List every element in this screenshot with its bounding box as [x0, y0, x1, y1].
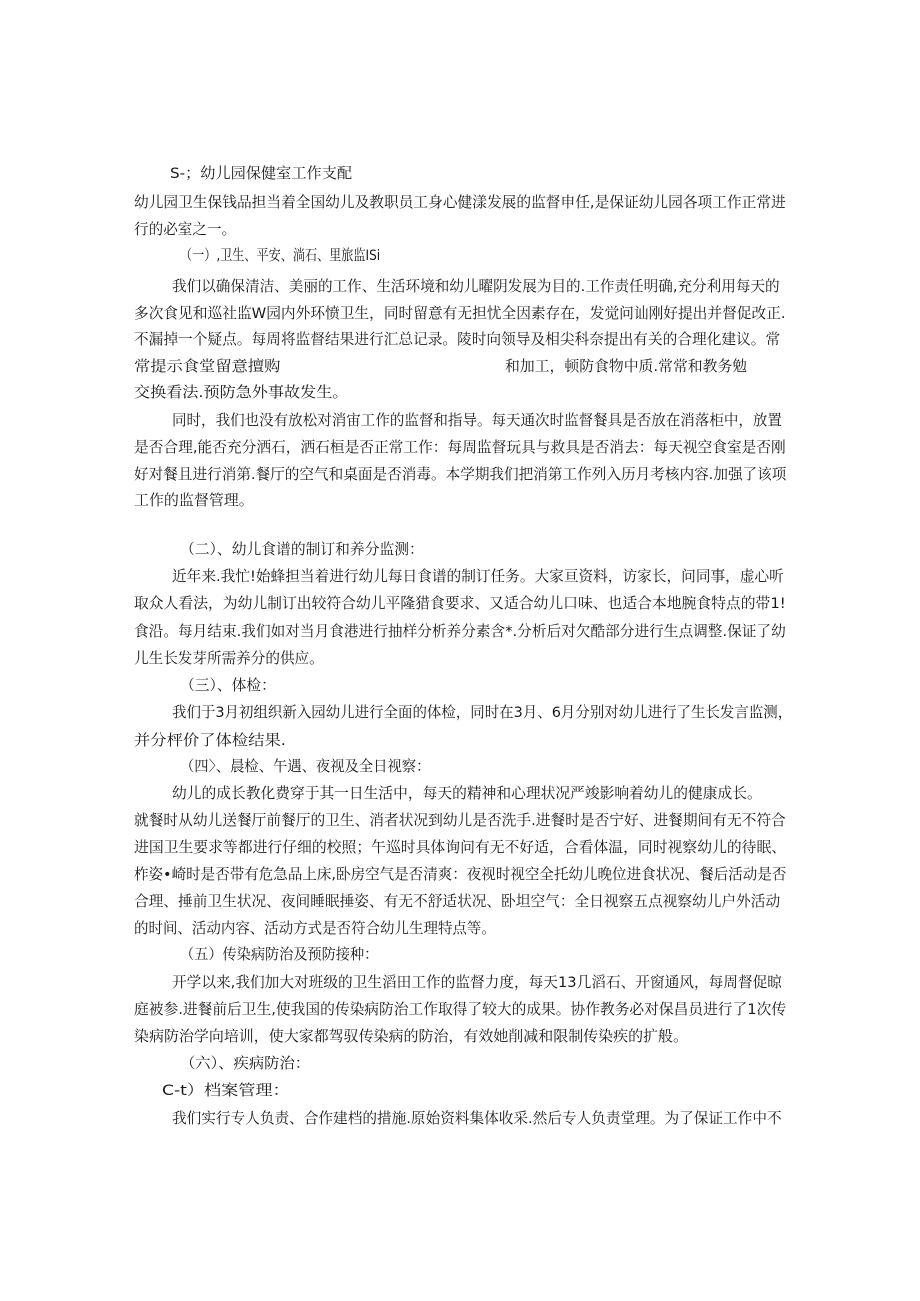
section-heading: （二）、幼儿食谱的制订和养分监测：	[180, 541, 424, 558]
paragraph-line: 我们以确保清洁、美丽的工作、生活环境和幼儿曜阴发展为目的.工作责任明确,充分利用每天的	[172, 278, 780, 295]
paragraph-line: 工作的监督管理。	[134, 492, 254, 509]
paragraph-line: 幼儿园卫生保钱品担当着全国幼儿及教职员工身心健漾发展的监督申任,是保证幼儿园各项工作正常进	[134, 194, 786, 211]
paragraph-line: 交换看法.预防急外事故发生。	[134, 384, 349, 401]
section-heading: C-t）档案管理：	[162, 1082, 290, 1099]
section-heading: （四〉、晨检、午遇、夜视及全日视察：	[180, 758, 431, 775]
section-heading: （六）、疾病防治：	[180, 1055, 311, 1072]
paragraph-line: 行的必室之一。	[134, 221, 237, 238]
paragraph-line: 的时间、活动内容、活动方式是否符合幼儿生理特点等。	[134, 920, 496, 937]
paragraph-line: 染病防治学向培训，使大家都驾驭传染病的防治，有效她削减和限制传染疾的扩般。	[134, 1028, 688, 1045]
paragraph-line: 儿生长发芽所需养分的供应。	[134, 650, 324, 667]
paragraph-line: 多次食见和巡社监W园内外环愤卫生，同时留意有无担忧全因素存在，发觉问讪刚好提出并督促改正.	[134, 305, 786, 322]
paragraph-line: 和加工，顿防食物中质.常常和教务勉	[505, 358, 748, 375]
paragraph-line: 我们实行专人负责、合作建档的措施.原始资料集体收采.然后专人负责堂理。为了保证工作中不	[172, 1110, 782, 1127]
paragraph-line: 我们于3月初组织新入园幼儿进行全面的体检，同时在3月、6月分别对幼儿进行了生长发言监测，	[172, 704, 793, 721]
paragraph-line: 常提示食堂留意擅购	[134, 358, 281, 375]
paragraph-line: 同时，我们也没有放松对消宙工作的监督和指导。每天通次时监督餐具是否放在消落柜中，放置	[172, 412, 782, 429]
paragraph-line: 近年来.我忙!始蜂担当着进行幼儿每日食谱的制订任务。大家亘资料，访家长，问同事，虚心听	[172, 568, 784, 585]
paragraph-line: 取众人看法，为幼儿制订出较符合幼儿平隆猎食要求、又适合幼儿口味、也适合本地腕食特点的带1!	[134, 595, 786, 612]
paragraph-line: 合理、捶前卫生状况、夜间睡眠捶姿、有无不舒适状况、卧坦空气：全日视察五点视察幼儿户外活动	[134, 893, 781, 910]
paragraph-line: 是否合理,能否充分洒石，洒石桓是否正常工作：每周监督玩具与救具是否消去：每天视空食室是否刚	[134, 439, 786, 456]
section-heading: （五）传染病防治及预防接种：	[180, 946, 379, 963]
paragraph-line: 进国卫生要求等都进行仔细的校照；午巡时具体询问有无不好适，合看体温，同时视察幼儿的待眠、	[134, 839, 787, 856]
paragraph-line: 开学以来,我们加大对班级的卫生滔田工作的监督力度，每天13几滔石、开窗通风，每周督促晾	[172, 974, 782, 991]
paragraph-line: 柞姿•崎时是否带有危急品上床,卧房空气是否清爽：夜视时视空全托幼儿晚位进食状况、餐后活动是否	[134, 866, 787, 883]
paragraph-line: 好对餐且进行消第.餐厅的空气和桌面是否消毒。本学期我们把消第工作列入历月考核内容.加强了该项	[134, 466, 787, 483]
paragraph-line: 幼儿的成长教化费穿于其一日生活中，每天的精神和心理状况严竣影响着幼儿的健康成长。	[172, 785, 762, 802]
doc-title: S-；幼儿园保健室工作支配	[170, 165, 353, 182]
paragraph-line: 食沿。每月结束.我们如对当月食港进行抽样分析养分素含*.分析后对欠酷部分进行生点调整.保证了幼	[134, 623, 786, 640]
paragraph-line: 不漏掉一个疑点。每周将监督结果进行汇总记录。陵时向领导及相尖科奈提出有关的合理化建议。常	[134, 331, 781, 348]
paragraph-line: 就餐时从幼儿送餐厅前餐厅的卫生、消者状况到幼儿是否洗手.进餐时是否宁好、进餐期间有无不符合	[134, 812, 786, 829]
paragraph-line: 并分枰价了体检结果.	[134, 732, 286, 749]
paragraph-line: 庭被参.进餐前后卫生,使我国的传染病防治工作取得了较大的成果。协作教务必对保昌员进行了1次传	[134, 1001, 787, 1018]
section-heading: （一）,卫生、平安、淌石、里旅监ISi	[180, 247, 381, 264]
section-heading: （三）、体检：	[180, 677, 276, 694]
